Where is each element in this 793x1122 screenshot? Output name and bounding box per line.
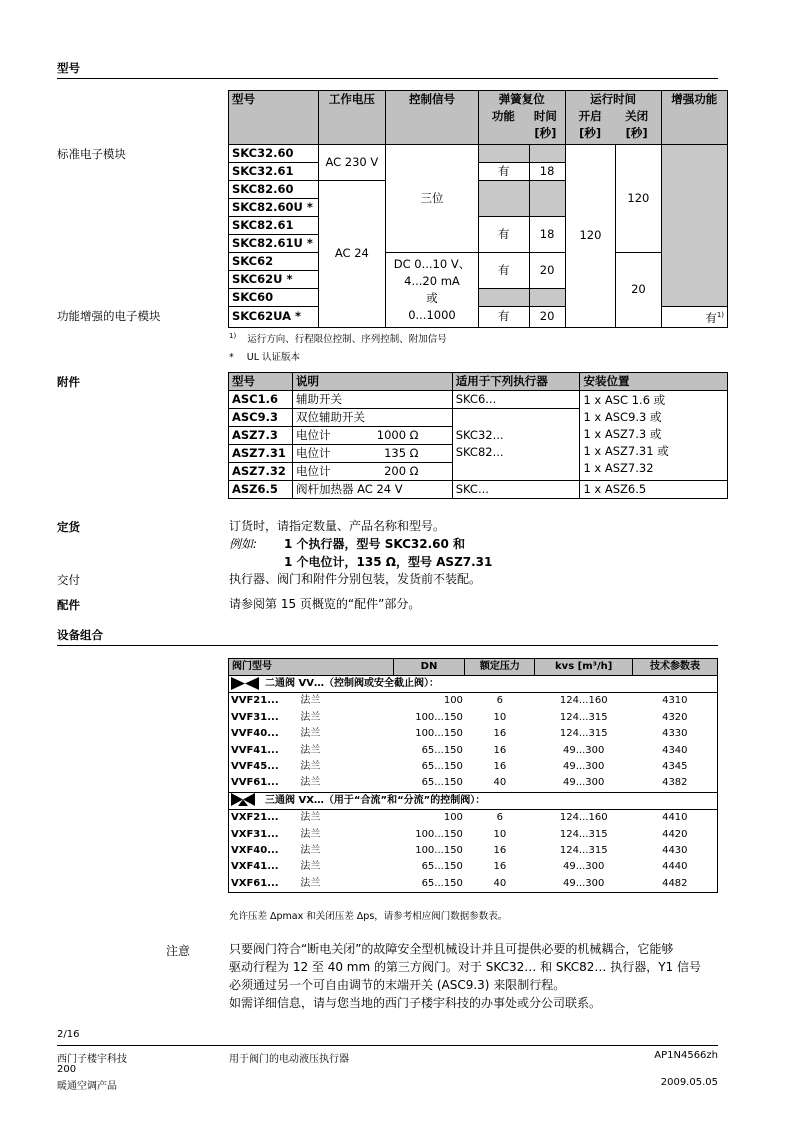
valve-pn: 16 — [493, 761, 507, 773]
signal-dc-line: 4...20 mA — [404, 273, 460, 288]
header-voltage: 工作电压 — [318, 91, 385, 145]
valve-header-dn: DN — [393, 659, 465, 676]
section-title-spares: 配件 — [57, 598, 80, 612]
footnote-1 — [229, 331, 447, 345]
valve-model: VVF61... — [231, 777, 279, 789]
valve-sheet: 4482 — [662, 877, 688, 889]
note-line: 驱动行程为 12 至 40 mm 的第三方阀门。对于 SKC32… 和 SKC82… 执行器，Y1 信号 — [229, 960, 701, 974]
valve-sheet: 4320 — [662, 711, 688, 723]
valve-sheet: 4310 — [662, 695, 688, 707]
valve-kvs: 124...160 — [559, 695, 608, 707]
footer-division: 暖通空调产品 — [57, 1081, 117, 1092]
valve-pn: 16 — [493, 845, 507, 857]
valve-table — [228, 658, 718, 893]
valve-sheet: 4420 — [662, 828, 688, 840]
valve-caption: 允许压差 Δpmax 和关闭压差 Δps，请参考相应阀门数据参数表。 — [229, 911, 508, 922]
acc-desc: 双位辅助开关 — [292, 409, 452, 427]
acc-mount-line: 1 x ASZ7.31 或 — [583, 444, 669, 458]
valve-header-pn: 额定压力 — [465, 659, 535, 676]
valve-pn: 16 — [493, 744, 507, 756]
valve-dn: 100...150 — [415, 845, 463, 857]
valve-kvs: 124...315 — [559, 728, 608, 740]
spring-yes: 有 — [478, 307, 529, 328]
acc-desc-value: 1000 Ω — [376, 428, 419, 442]
section-title-ordering: 定货 — [57, 520, 80, 534]
header-runtime-label: 运行时间 — [590, 92, 637, 106]
acc-mount-line: 1 x ASZ7.3 或 — [583, 427, 662, 441]
header-model: 型号 — [229, 91, 319, 145]
acc-desc-text: 电位计 — [295, 428, 331, 442]
valve-sheet: 4382 — [662, 777, 688, 789]
acc-header: 安装位置 — [580, 373, 728, 391]
valve-model: VVF21... — [231, 695, 279, 707]
valve-sheet: 4410 — [662, 812, 688, 824]
acc-header: 型号 — [229, 373, 293, 391]
signal-dc-line: 0...1000 — [408, 307, 456, 322]
header-open: 开启 — [578, 109, 602, 123]
section-title-model: 型号 — [57, 61, 80, 75]
models-table — [228, 90, 728, 328]
valve-kvs: 124...315 — [559, 845, 608, 857]
valve-group-three-way — [229, 792, 718, 809]
valve-pn: 6 — [496, 695, 504, 707]
valve-group-two-way — [229, 676, 718, 693]
valve-model: VXF40... — [231, 845, 279, 857]
footnote-text: 运行方向、行程限位控制、序列控制、附加信号 — [247, 334, 447, 345]
valve-header-kvs: kvs [m³/h] — [535, 659, 633, 676]
valve-dn: 100 — [443, 695, 463, 707]
valve-dn: 100...150 — [415, 711, 463, 723]
signal-dc-line: DC 0...10 V、 — [393, 256, 471, 271]
acc-mount-line: 1 x ASC 1.6 或 — [583, 393, 666, 407]
valve-model: VXF21... — [231, 812, 279, 824]
page-number: 2/16 — [57, 1029, 80, 1040]
divider — [57, 645, 718, 646]
acc-applies: SKC... — [452, 481, 580, 499]
valve-flange: 法兰 — [300, 695, 321, 707]
acc-model: ASC1.6 — [229, 391, 293, 409]
valve-model: VXF41... — [231, 861, 279, 873]
acc-desc: 阀杆加热器 AC 24 V — [292, 481, 452, 499]
valve-flange: 法兰 — [300, 728, 321, 740]
header-close-unit: [秒] — [625, 126, 648, 140]
spares-text: 请参阅第 15 页概览的“配件”部分。 — [229, 597, 421, 611]
valve-sheet: 4330 — [662, 728, 688, 740]
accessories-table — [228, 372, 728, 499]
valve-dn: 65...150 — [421, 777, 463, 789]
acc-desc-text: 电位计 — [295, 446, 331, 460]
valve-header-model: 阀门型号 — [229, 659, 394, 676]
valve-kvs: 49...300 — [563, 861, 605, 873]
header-spring-time: 时间 — [533, 109, 557, 123]
valve-header-sheet: 技术参数表 — [633, 659, 718, 676]
model-cell: SKC62U * — [229, 271, 319, 289]
section-title-combination: 设备组合 — [57, 628, 103, 642]
ordering-text: 订货时，请指定数量、产品名称和型号。 — [229, 519, 446, 533]
valve-kvs: 124...160 — [559, 812, 608, 824]
footnote-mark: 1) — [229, 331, 237, 340]
header-signal: 控制信号 — [386, 91, 479, 145]
enhanced-yes — [661, 307, 727, 328]
header-open-unit: [秒] — [579, 126, 602, 140]
valve-flange: 法兰 — [300, 761, 321, 773]
spring-yes: 有 — [478, 163, 529, 181]
section-title-accessories: 附件 — [57, 375, 80, 389]
acc-desc-value: 200 Ω — [384, 464, 419, 478]
ordering-example-label: 例如: — [229, 537, 258, 551]
label-enhanced-module: 功能增强的电子模块 — [57, 309, 161, 323]
acc-desc: 辅助开关 — [292, 391, 452, 409]
model-cell: SKC82.61U * — [229, 235, 319, 253]
model-cell: SKC32.60 — [229, 145, 319, 163]
valve-model: VXF61... — [231, 877, 279, 889]
valve-flange: 法兰 — [300, 877, 321, 889]
model-cell: SKC62 — [229, 253, 319, 271]
valve-flange: 法兰 — [300, 744, 321, 756]
valve-dn: 100...150 — [415, 828, 463, 840]
valve-dn: 65...150 — [421, 877, 463, 889]
spring-yes: 有 — [478, 217, 529, 253]
spring-time: 20 — [529, 307, 565, 328]
three-way-valve-icon — [231, 793, 259, 806]
model-cell: SKC32.61 — [229, 163, 319, 181]
acc-model: ASZ7.32 — [229, 463, 293, 481]
acc-applies-line: SKC82... — [455, 445, 504, 459]
acc-applies-line: SKC32... — [455, 428, 504, 442]
note-line: 必须通过另一个可自由调节的末端开关 (ASC9.3) 来限制行程。 — [229, 978, 566, 992]
ordering-example-1: 1 个执行器，型号 SKC32.60 和 — [284, 537, 466, 551]
acc-header: 适用于下列执行器 — [452, 373, 580, 391]
note-line: 如需详细信息，请与您当地的西门子楼宇科技的办事处或分公司联系。 — [229, 996, 602, 1010]
footer-date: 2009.05.05 — [660, 1077, 718, 1088]
valve-model: VVF31... — [231, 711, 279, 723]
acc-model: ASZ7.3 — [229, 427, 293, 445]
valve-pn: 10 — [493, 828, 507, 840]
acc-header: 说明 — [292, 373, 452, 391]
valve-group-label: 三通阀 VX…（用于“合流”和“分流”的控制阀）： — [265, 794, 486, 806]
valve-kvs: 124...315 — [559, 711, 608, 723]
valve-model: VVF40... — [231, 728, 279, 740]
ordering-example-2: 1 个电位计，135 Ω，型号 ASZ7.31 — [284, 555, 493, 569]
acc-desc-value: 135 Ω — [384, 446, 419, 460]
footer-title: 用于阀门的电动液压执行器 — [229, 1054, 349, 1065]
footnote-ref: 1) — [716, 311, 724, 319]
footer-company: 西门子楼宇科技 — [57, 1054, 127, 1065]
divider — [57, 1045, 718, 1046]
valve-flange: 法兰 — [300, 812, 321, 824]
spring-time: 18 — [529, 163, 565, 181]
acc-model: ASC9.3 — [229, 409, 293, 427]
close-time-120: 120 — [616, 145, 661, 253]
valve-pn: 6 — [496, 812, 504, 824]
acc-mount-line: 1 x ASZ7.32 — [583, 461, 654, 475]
section-title-delivery: 交付 — [57, 573, 80, 587]
valve-model: VXF31... — [231, 828, 279, 840]
valve-pn: 10 — [493, 711, 507, 723]
header-runtime — [565, 91, 661, 145]
acc-model: ASZ6.5 — [229, 481, 293, 499]
delivery-text: 执行器、阀门和附件分别包装，发货前不装配。 — [229, 572, 482, 586]
acc-applies: SKC6... — [452, 391, 580, 409]
valve-model: VVF45... — [231, 761, 279, 773]
open-time: 120 — [565, 145, 616, 328]
valve-sheet: 4345 — [662, 761, 688, 773]
valve-flange: 法兰 — [300, 828, 321, 840]
acc-desc — [292, 445, 452, 463]
two-way-valve-icon — [231, 677, 259, 690]
header-spring-func: 功能 — [491, 109, 515, 123]
valve-group-label: 二通阀 VV…（控制阀或安全截止阀）： — [265, 678, 439, 689]
valve-flange: 法兰 — [300, 845, 321, 857]
valve-dn: 65...150 — [421, 761, 463, 773]
model-cell: SKC60 — [229, 289, 319, 307]
spring-time: 18 — [529, 217, 565, 253]
acc-mount-line: 1 x ASC9.3 或 — [583, 410, 662, 424]
label-standard-module: 标准电子模块 — [57, 147, 126, 161]
valve-flange: 法兰 — [300, 861, 321, 873]
valve-kvs: 49...300 — [563, 877, 605, 889]
valve-pn: 16 — [493, 728, 507, 740]
valve-kvs: 124...315 — [559, 828, 608, 840]
header-close: 关闭 — [625, 109, 649, 123]
acc-mount — [580, 391, 728, 481]
acc-mount: 1 x ASZ6.5 — [580, 481, 728, 499]
spring-yes: 有 — [478, 253, 529, 289]
model-cell: SKC62UA * — [229, 307, 319, 328]
valve-sheet: 4340 — [662, 744, 688, 756]
valve-sheet: 4430 — [662, 845, 688, 857]
footnote-mark: * — [229, 352, 234, 363]
model-cell: SKC82.60U * — [229, 199, 319, 217]
header-spring — [478, 91, 565, 145]
note-line: 只要阀门符合“断电关闭”的故障安全型机械设计并且可提供必要的机械耦合，它能够 — [229, 942, 674, 956]
header-spring-unit: [秒] — [534, 126, 557, 140]
acc-model: ASZ7.31 — [229, 445, 293, 463]
footer-doc-id: AP1N4566zh — [654, 1050, 718, 1061]
valve-dn: 100 — [443, 812, 463, 824]
divider — [57, 78, 718, 79]
header-spring-label: 弹簧复位 — [498, 92, 545, 106]
spring-time: 20 — [529, 253, 565, 289]
valve-sheet: 4440 — [662, 861, 688, 873]
valve-pn: 40 — [493, 877, 507, 889]
signal-dc-line: 或 — [426, 290, 438, 305]
acc-applies — [452, 409, 580, 481]
enhanced-yes-label: 有 — [705, 310, 717, 325]
signal-three-pos: 三位 — [386, 145, 479, 253]
valve-dn: 65...150 — [421, 744, 463, 756]
voltage-ac230: AC 230 V — [318, 145, 385, 181]
footnote-2 — [229, 349, 300, 363]
valve-kvs: 49...300 — [563, 777, 605, 789]
model-cell: SKC82.61 — [229, 217, 319, 235]
valve-dn: 65...150 — [421, 861, 463, 873]
valve-kvs: 49...300 — [563, 744, 605, 756]
valve-pn: 16 — [493, 861, 507, 873]
model-cell: SKC82.60 — [229, 181, 319, 199]
valve-flange: 法兰 — [300, 711, 321, 723]
signal-dc — [386, 253, 479, 328]
valve-model: VVF41... — [231, 744, 279, 756]
valve-dn: 100...150 — [415, 728, 463, 740]
acc-desc-text: 电位计 — [295, 464, 331, 478]
acc-desc — [292, 427, 452, 445]
footer-code: 200 — [57, 1064, 77, 1075]
valve-kvs: 49...300 — [563, 761, 605, 773]
valve-pn: 40 — [493, 777, 507, 789]
note-title: 注意 — [166, 944, 191, 958]
footnote-text: UL 认证版本 — [246, 352, 301, 363]
close-time-20: 20 — [616, 253, 661, 328]
header-enhanced: 增强功能 — [661, 91, 727, 145]
valve-flange: 法兰 — [300, 777, 321, 789]
voltage-ac24: AC 24 — [318, 181, 385, 328]
acc-desc — [292, 463, 452, 481]
